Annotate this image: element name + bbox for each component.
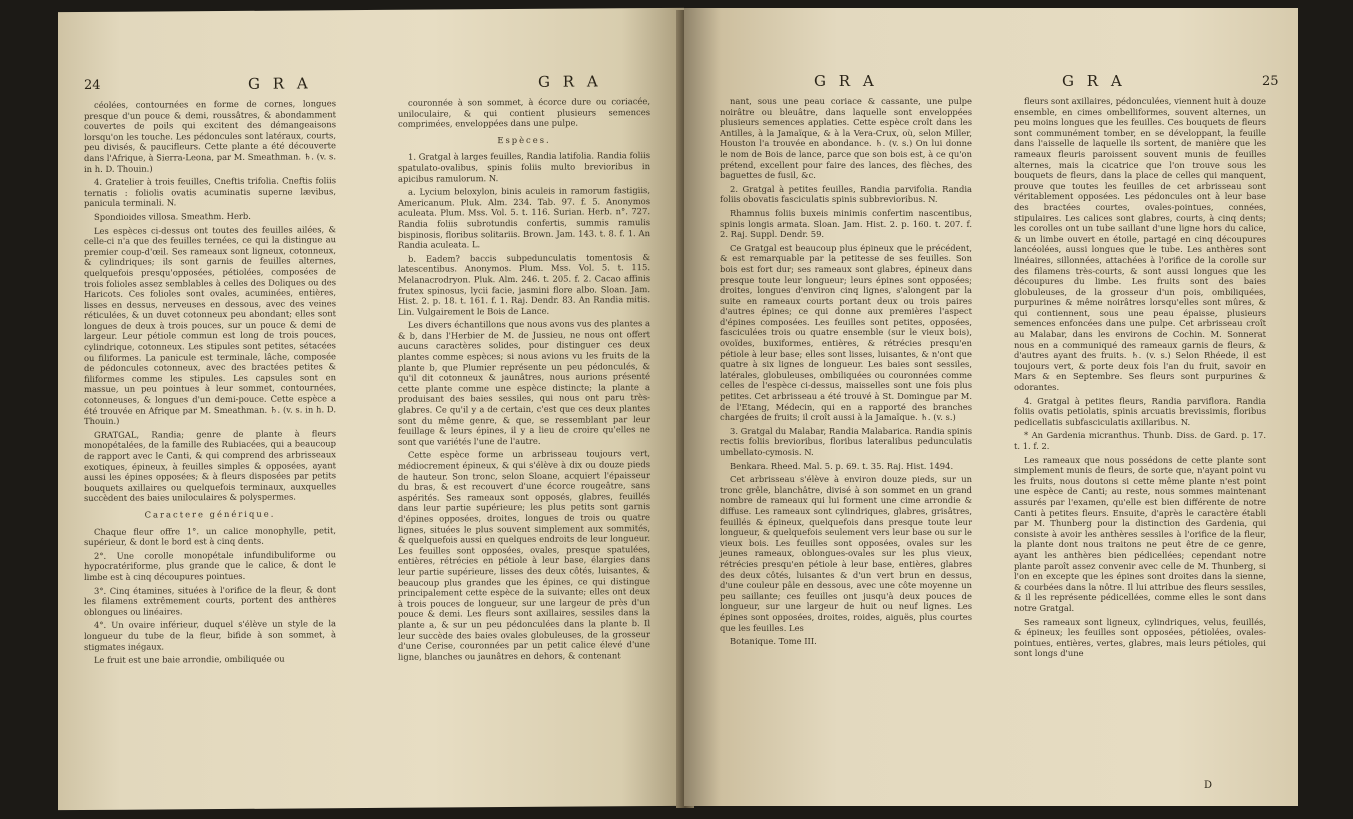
paragraph: Rhamnus foliis buxeis minimis confertim nascentibus, spinis longis armata. Sloan. Jam. Hist. 2. p. 160. t. 207. f. 2. Raj. Suppl. Dendr. 59. — [720, 207, 972, 240]
paragraph: couronnée à son sommet, à écorce dure ou coriacée, uniloculaire, & qui contient plusieurs semences comprimées, enveloppées dans une pulpe. — [398, 96, 650, 129]
paragraph: 2. Gratgal à petites feuilles, Randia parvifolia. Randia foliis obovatis fasciculatis spinis subbrevioribus. N. — [720, 183, 972, 205]
running-head-left-col1: G R A — [248, 74, 312, 93]
paragraph: fleurs sont axillaires, pédonculées, viennent huit à douze ensemble, en cimes ombelliformes, souvent alternes, un peu moins longues que les feuilles. Ces bouquets de fleurs sont communément tomber, en se développant, la feuille dans l'aisselle de laquelle ils sortent, de manière que les rameaux fleuris paroissent souvent munis de feuilles alternes, mais la cicatrice que l'on trouve sous les bouquets de fleurs, dans la place de celles qui manquent, prouve que toutes les feuilles de cet arbrisseau sont véritablement opposées. Les pédoncules ont à leur base des bractées courtes, ovales-pointues, connées, stipulaires. Les calices sont glabres, courts, à cinq dents; les corolles ont un tube saillant d'une ligne hors du calice, & un limbe ouvert en étoile, partagé en cinq découpures lancéolées, aussi longues que le tube. Les anthères sont linéaires, sillonnées, attachées à l'orifice de la corolle sur des filamens très-courts, & sont aussi longues que les découpures du limbe. Les fruits sont des baies globuleuses, de la grosseur d'un pois, ombiliquées, purpurines & même noirâtres lorsqu'elles sont mûres, & qui contiennent, sous une peau épaisse, plusieurs semences enfoncées dans une pulpe. Cet arbrisseau croît au Malabar, dans les environs de Cochin. M. Sonnerat nous en a communiqué des rameaux garnis de fleurs, & d'autres ayant des fruits. ♄. (v. s.) Selon Rhéede, il est toujours vert, & porte deux fois l'an du fruit, savoir en Mars & en Septembre. Ses fleurs sont purpurines & odorantes. — [1014, 96, 1266, 393]
paragraph: a. Lycium beloxylon, binis aculeis in ramorum fastigiis, Americanum. Pluk. Alm. 234. Tab. 97. f. 5. Anonymos aculeata. Plum. Mss. Vol. 5. t. 116. Surian. Herb. n°. 727. Randia foliis subrotundis confertis, summis ramulis bispinosis, floribus solitariis. Brown. Jam. 143. t. 8. f. 1. An Randia aculeata. L. — [398, 185, 650, 250]
running-head-right-col2: G R A — [1062, 72, 1126, 90]
paragraph: nant, sous une peau coriace & cassante, une pulpe noirâtre ou bleuâtre, dans laquelle sont enveloppées plusieurs semences applaties. Cette espèce croît dans les Antilles, à la Jamaïque, & à la Vera-Crux, où, selon Miller, Houston l'a trouvée en abondance. ♄. (v. s.) On lui donne le nom de Bois de lance, parce que son bois est, à ce qu'on prétend, excellent pour faire des lances, des flèches, des baguettes de fusil, &c. — [720, 96, 972, 181]
paragraph: GRATGAL, Randia; genre de plante à fleurs monopétalées, de la famille des Rubiacées, qui a beaucoup de rapport avec le Canti, & qui comprend des arbrisseaux exotiques, épineux, à feuilles simples & opposées, ayant aussi les épines opposées; & à fleurs disposées par petits bouquets axillaires ou quelquefois terminaux, auxquelles succèdent des baies uniloculaires & polyspermes. — [84, 428, 336, 504]
paragraph: Spondioides villosa. Smeathm. Herb. — [94, 210, 251, 222]
paragraph: Cette espèce forme un arbrisseau toujours vert, médiocrement épineux, & qui s'élève à dix ou douze pieds de hauteur. Son tronc, selon Sloane, acquiert l'épaisseur du bras, & est recouvert d'une écorce rougeâtre, sans aspérités. Ses rameaux sont opposés, glabres, feuillés dans leur partie supérieure; les plus petits sont garnis d'épines opposées, droites, longues de trois ou quatre lignes, situées le plus souvent simplement aux sommités, & quelquefois aussi en quelques endroits de leur longueur. Les feuilles sont opposées, ovales, presque spatulées, entières, rétrécies en pétiole à leur base, élargies dans leur partie supérieure, lisses des deux côtés, luisantes, & beaucoup plus grandes que les épines, ce qui distingue principalement cette espèce de la suivante; elles ont deux à trois pouces de longueur, sur une largeur de près d'un pouce & demi. Les fleurs sont axillaires, sessiles dans la plante a, & sur un peu pédonculées dans la plante b. Il leur succède des baies ovales globuleuses, de la grosseur d'une Cerise, couronnées par un petit calice élevé d'une ligne, blanches ou jaunâtres en dehors, & contenant — [398, 448, 650, 662]
paragraph: 4. Gratelier à trois feuilles, Cneftis trifolia. Cneftis foliis ternatis : foliolis ovatis acuminatis superne lævibus, panicula terminali. N. — [84, 175, 336, 209]
paragraph: * An Gardenia micranthus. Thunb. Diss. de Gard. p. 17. t. 1. f. 2. — [1014, 430, 1266, 451]
running-head-right-col1: G R A — [814, 72, 878, 90]
signature-mark: D — [1204, 780, 1213, 791]
paragraph: Caractere générique. — [144, 508, 276, 520]
right-page — [684, 8, 1298, 806]
paragraph: b. Eadem? baccis subpedunculatis tomentosis & latescentibus. Anonymos. Plum. Mss. Vol. 5. t. 115. Melanacrodryon. Pluk. Alm. 246. t. 205. f. 2. Cacao affinis frutex spinosus, lycii facie, jasmini flore albo. Sloan. Jam. Hist. 2. p. 18. t. 161. f. 1. Raj. Dendr. 83. An Randia mitis. Lin. Vulgairement le Bois de Lance. — [398, 251, 650, 317]
paragraph: 2°. Une corolle monopétale infundibuliforme ou hypocratériforme, plus grande que le calice, & dont le limbe est à cinq découpures pointues. — [84, 548, 336, 582]
paragraph: Botanique. Tome III. — [730, 636, 817, 647]
paragraph: Espèces. — [497, 134, 551, 145]
paragraph: 4. Gratgal à petites fleurs, Randia parviflora. Randia foliis ovatis petiolatis, spinis arcuatis brevissimis, floribus pedicellatis subfasciculatis axillaribus. N. — [1014, 395, 1266, 427]
paragraph: 1. Gratgal à larges feuilles, Randia latifolia. Randia foliis spatulato-ovalibus, spinis foliis multo brevioribus in apicibus ramulorum. N. — [398, 150, 650, 184]
left-column-2 — [398, 96, 650, 665]
paragraph: Cet arbrisseau s'élève à environ douze pieds, sur un tronc grêle, blanchâtre, divisé à son sommet en un grand nombre de rameaux qui lui forment une cime arrondie & diffuse. Les rameaux sont cylindriques, glabres, grisâtres, feuillés & épineux, quelquefois dans presque toute leur longueur, & quelquefois seulement vers leur base ou sur le vieux bois. Les feuilles sont opposées, ovales sur les jeunes rameaux, oblongues-ovales sur les plus vieux, rétrécies presqu'en pétiole à leur base, entières, glabres des deux côtés, luisantes & d'un vert brun en dessus, d'une couleur pâle en dessous, avec une côte moyenne un peu saillante; ces feuilles ont jusqu'à deux pouces de longueur, sur une largeur de huit ou neuf lignes. Les épines sont opposées, droites, roides, aiguës, plus courtes que les feuilles. Les — [720, 474, 972, 633]
paragraph: 3°. Cinq étamines, situées à l'orifice de la fleur, & dont les filamens extrêmement courts, portent des anthères oblongues ou linéaires. — [84, 583, 336, 617]
left-page — [58, 8, 684, 810]
paragraph: Ses rameaux sont ligneux, cylindriques, velus, feuillés, & épineux; les feuilles sont opposées, pétiolées, ovales-pointues, entières, vertes, glabres, mais leurs pétioles, qui sont longs d'une — [1014, 616, 1266, 659]
paragraph: Les divers échantillons que nous avons vus des plantes a & b, dans l'Herbier de M. de Jussieu, ne nous ont offert aucuns caractères solides, pour distinguer ces deux plantes comme espèces; si nous avions vu les fruits de la plante b, que Plumier représente un peu pédonculés, & qu'il dit cotonneux & jaunâtres, nous aurions présenté cette plante comme une espèce distincte; la plante a produisant des baies sessiles, qui nous ont paru très-glabres. Ce qu'il y a de certain, c'est que ces deux plantes sont du même genre, & que, se ressemblant par leur feuillage & leurs épines, il y a lieu de croire qu'elles ne sont que variétés l'une de l'autre. — [398, 318, 650, 447]
paragraph: Les rameaux que nous possédons de cette plante sont simplement munis de fleurs, de sorte que, n'ayant point vu les fruits, nous doutons si cette même plante n'est point une espèce de Canti; au reste, nous sommes maintenant assurés par l'examen, qu'elle est bien différente de notre Canti à petites fleurs. Ensuite, d'après le caractère établi par M. Thunberg pour la distinction des Gardenia, qui consiste à avoir les anthères sessiles à l'orifice de la fleur, la plante dont nous traitons ne peut être de ce genre, ayant les anthères bien pédicellées; cependant notre plante paroît assez convenir avec celle de M. Thunberg, si l'on en excepte que les épines sont droites dans la sienne, & courbées dans la nôtre. Il lui attribue des fleurs sessiles, & il les représente pédicellées, comme elles le sont dans notre Gratgal. — [1014, 454, 1266, 613]
folio-left: 24 — [84, 77, 101, 94]
paragraph: 3. Gratgal du Malabar, Randia Malabarica. Randia spinis rectis foliis brevioribus, floribus lateralibus pedunculatis umbellato-cymosis. N. — [720, 425, 972, 457]
folio-right: 25 — [1262, 74, 1279, 89]
paragraph: Ce Gratgal est beaucoup plus épineux que le précédent, & est remarquable par la petitesse de ses feuilles. Son bois est fort dur; ses rameaux sont glabres, épineux dans presque toute leur longueur; leurs épines sont opposées; droites, longues d'environ cinq lignes, s'alongent par la suite en rameaux courts portant deux ou trois paires d'autres épines; ce qui donne aux premières l'aspect d'épines composées. Les feuilles sont petites, opposées, fasciculées trois ou quatre ensemble (sur le vieux bois), ovoïdes, buxiformes, entières, & rétrécies presqu'en pétiole à leur base; elles sont lisses, luisantes, & n'ont que quatre à six lignes de longueur. Les baies sont sessiles, latérales, globuleuses, ombiliquées ou couronnées comme celles de l'espèce ci-dessus, maisselles sont une fois plus petites. Cet arbrisseau a été trouvé à St. Domingue par M. de l'Etang, Médecin, qui en a rapporté des branches chargées de fruits; il croît aussi à la Jamaïque. ♄. (v. s.) — [720, 242, 972, 423]
paragraph: 4°. Un ovaire inférieur, duquel s'élève un style de la longueur du tube de la fleur, bifide à son sommet, à stigmates inégaux. — [84, 618, 336, 652]
left-column-1 — [84, 98, 336, 668]
right-column-2 — [1014, 96, 1266, 662]
running-head-left-col2: G R A — [538, 72, 602, 91]
paragraph: Les espèces ci-dessus ont toutes des feuilles ailées, & celle-ci n'a que des feuilles ternées, ce qui la distingue au premier coup-d'œil. Ses rameaux sont ligneux, cotonneux, & cylindriques; ils sont garnis de feuilles alternes, quelquefois presqu'opposées, pétiolées, composées de trois folioles assez semblables à celles des Doliques ou des Haricots. Ces folioles sont ovales, acuminées, entières, lisses en dessus, nerveuses en dessous, avec des veines réticulées, & un duvet cotonneux peu abondant; elles sont longues de deux à trois pouces, sur un pouce & demi de largeur. Leur pétiole commun est long de trois pouces, cylindrique, cotonneux. Les stipules sont petites, sétacées ou filiformes. La panicule est terminale, lâche, composée de pédoncules cotonneux, avec des bractées petites & filiformes comme les stipules. Les capsules sont en massue, un peu pointues à leur sommet, contournées, cotonneuses, & longues d'un demi-pouce. Cette espèce a été trouvée en Afrique par M. Smeathman. ♄. (v. s. in h. D. Thouin.) — [84, 223, 336, 427]
right-column-1 — [720, 96, 972, 650]
paragraph: Benkara. Rheed. Mal. 5. p. 69. t. 35. Raj. Hist. 1494. — [730, 460, 954, 471]
paragraph: céolées, contournées en forme de cornes, longues presque d'un pouce & demi, roussâtres, & abondamment couvertes de poils qui excitent des démangeaisons lorsqu'on les touche. Les pédoncules sont latéraux, courts, peu divisés, & paucifleurs. Cette plante a été découverte dans l'Afrique, à Sierra-Leona, par M. Smeathman. ♄. (v. s. in h. D. Thouin.) — [84, 98, 336, 174]
paragraph: Chaque fleur offre 1°. un calice monophylle, petit, supérieur, & dont le bord est à cinq dents. — [84, 524, 336, 548]
paragraph: Le fruit est une baie arrondie, ombiliquée ou — [94, 653, 285, 666]
